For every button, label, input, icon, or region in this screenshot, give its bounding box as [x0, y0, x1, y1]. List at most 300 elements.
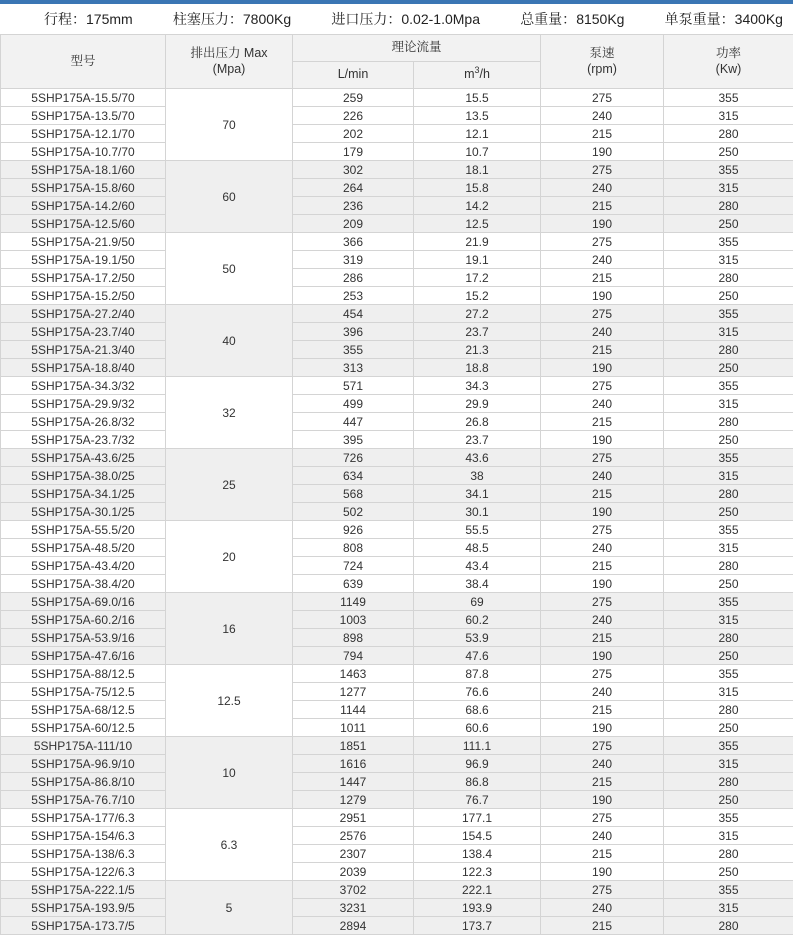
flow-m3h-cell: 69 — [414, 593, 541, 611]
pump-speed-cell: 190 — [541, 143, 664, 161]
table-row — [1, 899, 793, 917]
flow-m3h-cell: 122.3 — [414, 863, 541, 881]
table-row — [1, 395, 793, 413]
pump-speed-cell: 275 — [541, 881, 664, 899]
flow-lmin-cell: 302 — [293, 161, 414, 179]
flow-lmin-cell: 226 — [293, 107, 414, 125]
model-cell: 5SHP175A-15.2/50 — [1, 287, 166, 305]
power-cell: 280 — [664, 125, 793, 143]
flow-m3h-cell: 76.7 — [414, 791, 541, 809]
power-cell: 250 — [664, 791, 793, 809]
flow-m3h-cell: 193.9 — [414, 899, 541, 917]
power-cell: 315 — [664, 467, 793, 485]
pump-speed-cell: 275 — [541, 305, 664, 323]
power-cell: 280 — [664, 845, 793, 863]
power-cell: 280 — [664, 197, 793, 215]
power-cell: 315 — [664, 755, 793, 773]
pump-speed-cell: 240 — [541, 251, 664, 269]
table-row — [1, 197, 793, 215]
power-cell: 250 — [664, 863, 793, 881]
pump-speed-cell: 240 — [541, 755, 664, 773]
col-header-pump-speed — [541, 35, 664, 89]
flow-m3h-cell: 21.3 — [414, 341, 541, 359]
model-cell: 5SHP175A-53.9/16 — [1, 629, 166, 647]
table-row — [1, 377, 793, 395]
table-body — [1, 89, 793, 935]
flow-lmin-cell: 639 — [293, 575, 414, 593]
table-row — [1, 647, 793, 665]
table-row — [1, 683, 793, 701]
model-cell: 5SHP175A-47.6/16 — [1, 647, 166, 665]
col-header-model: 型号 — [1, 35, 166, 89]
flow-lmin-cell: 808 — [293, 539, 414, 557]
power-cell: 250 — [664, 575, 793, 593]
model-cell: 5SHP175A-173.7/5 — [1, 917, 166, 935]
table-row — [1, 737, 793, 755]
spec-label: 柱塞压力： — [172, 11, 243, 27]
flow-lmin-cell: 568 — [293, 485, 414, 503]
pump-speed-cell: 240 — [541, 323, 664, 341]
model-cell: 5SHP175A-111/10 — [1, 737, 166, 755]
model-cell: 5SHP175A-222.1/5 — [1, 881, 166, 899]
pump-speed-cell: 215 — [541, 629, 664, 647]
model-cell: 5SHP175A-138/6.3 — [1, 845, 166, 863]
flow-lmin-cell: 209 — [293, 215, 414, 233]
power-cell: 355 — [664, 233, 793, 251]
col-header-power-line1: 功率 — [716, 45, 742, 60]
model-cell: 5SHP175A-23.7/40 — [1, 323, 166, 341]
pump-speed-cell: 240 — [541, 395, 664, 413]
model-cell: 5SHP175A-88/12.5 — [1, 665, 166, 683]
flow-m3h-cell: 12.1 — [414, 125, 541, 143]
flow-m3h-cell: 60.2 — [414, 611, 541, 629]
spec-label: 单泵重量： — [664, 11, 735, 27]
m3h-superscript: 3 — [474, 65, 480, 76]
power-cell: 280 — [664, 269, 793, 287]
flow-m3h-cell: 26.8 — [414, 413, 541, 431]
flow-lmin-cell: 395 — [293, 431, 414, 449]
discharge-pressure-cell: 25 — [166, 449, 293, 521]
pump-speed-cell: 240 — [541, 467, 664, 485]
power-cell: 280 — [664, 701, 793, 719]
flow-m3h-cell: 38.4 — [414, 575, 541, 593]
power-cell: 315 — [664, 827, 793, 845]
power-cell: 250 — [664, 359, 793, 377]
table-row — [1, 251, 793, 269]
spec-bar — [0, 4, 793, 34]
table-row — [1, 611, 793, 629]
pump-speed-cell: 215 — [541, 917, 664, 935]
pump-speed-cell: 275 — [541, 737, 664, 755]
model-cell: 5SHP175A-193.9/5 — [1, 899, 166, 917]
power-cell: 355 — [664, 809, 793, 827]
pump-speed-cell: 190 — [541, 215, 664, 233]
flow-m3h-cell: 60.6 — [414, 719, 541, 737]
flow-lmin-cell: 634 — [293, 467, 414, 485]
flow-lmin-cell: 1463 — [293, 665, 414, 683]
col-header-power-line2: (Kw) — [715, 61, 742, 76]
flow-m3h-cell: 47.6 — [414, 647, 541, 665]
col-header-pump-speed-line2: (rpm) — [587, 61, 617, 76]
flow-lmin-cell: 355 — [293, 341, 414, 359]
flow-m3h-cell: 15.2 — [414, 287, 541, 305]
flow-m3h-cell: 111.1 — [414, 737, 541, 755]
flow-m3h-cell: 27.2 — [414, 305, 541, 323]
spec-value: 175mm — [86, 11, 133, 27]
table-row — [1, 431, 793, 449]
power-cell: 355 — [664, 377, 793, 395]
power-cell: 280 — [664, 485, 793, 503]
model-cell: 5SHP175A-177/6.3 — [1, 809, 166, 827]
flow-lmin-cell: 396 — [293, 323, 414, 341]
flow-lmin-cell: 1011 — [293, 719, 414, 737]
power-cell: 280 — [664, 629, 793, 647]
flow-m3h-cell: 15.8 — [414, 179, 541, 197]
power-cell: 355 — [664, 737, 793, 755]
power-cell: 315 — [664, 683, 793, 701]
power-cell: 250 — [664, 287, 793, 305]
pump-speed-cell: 215 — [541, 773, 664, 791]
flow-m3h-cell: 38 — [414, 467, 541, 485]
model-cell: 5SHP175A-29.9/32 — [1, 395, 166, 413]
flow-lmin-cell: 313 — [293, 359, 414, 377]
flow-lmin-cell: 794 — [293, 647, 414, 665]
pump-speed-cell: 215 — [541, 557, 664, 575]
power-cell: 355 — [664, 161, 793, 179]
flow-m3h-cell: 17.2 — [414, 269, 541, 287]
flow-m3h-cell: 15.5 — [414, 89, 541, 107]
flow-m3h-cell: 222.1 — [414, 881, 541, 899]
power-cell: 315 — [664, 107, 793, 125]
flow-lmin-cell: 724 — [293, 557, 414, 575]
table-row — [1, 359, 793, 377]
flow-lmin-cell: 1851 — [293, 737, 414, 755]
flow-lmin-cell: 2039 — [293, 863, 414, 881]
flow-lmin-cell: 202 — [293, 125, 414, 143]
pump-speed-cell: 190 — [541, 359, 664, 377]
m3h-base: m — [464, 67, 475, 82]
model-cell: 5SHP175A-15.5/70 — [1, 89, 166, 107]
pump-speed-cell: 215 — [541, 341, 664, 359]
flow-lmin-cell: 286 — [293, 269, 414, 287]
flow-m3h-cell: 10.7 — [414, 143, 541, 161]
discharge-pressure-cell: 6.3 — [166, 809, 293, 881]
table-row — [1, 107, 793, 125]
flow-lmin-cell: 1149 — [293, 593, 414, 611]
table-row — [1, 881, 793, 899]
flow-lmin-cell: 3231 — [293, 899, 414, 917]
flow-m3h-cell: 30.1 — [414, 503, 541, 521]
flow-lmin-cell: 898 — [293, 629, 414, 647]
table-row — [1, 521, 793, 539]
flow-lmin-cell: 366 — [293, 233, 414, 251]
flow-m3h-cell: 12.5 — [414, 215, 541, 233]
table-row — [1, 323, 793, 341]
model-cell: 5SHP175A-19.1/50 — [1, 251, 166, 269]
power-cell: 355 — [664, 521, 793, 539]
power-cell: 315 — [664, 539, 793, 557]
spec-item-total-weight — [520, 9, 624, 29]
flow-lmin-cell: 2576 — [293, 827, 414, 845]
table-row — [1, 755, 793, 773]
pump-speed-cell: 240 — [541, 611, 664, 629]
table-row — [1, 89, 793, 107]
model-cell: 5SHP175A-154/6.3 — [1, 827, 166, 845]
pump-speed-cell: 275 — [541, 161, 664, 179]
pump-speed-cell: 190 — [541, 791, 664, 809]
flow-lmin-cell: 2951 — [293, 809, 414, 827]
flow-m3h-cell: 19.1 — [414, 251, 541, 269]
flow-m3h-cell: 43.4 — [414, 557, 541, 575]
pump-speed-cell: 275 — [541, 521, 664, 539]
flow-m3h-cell: 68.6 — [414, 701, 541, 719]
table-row — [1, 719, 793, 737]
table-row — [1, 845, 793, 863]
table-row — [1, 773, 793, 791]
power-cell: 250 — [664, 503, 793, 521]
pump-speed-cell: 215 — [541, 845, 664, 863]
table-row — [1, 413, 793, 431]
spec-value: 0.02-1.0Mpa — [401, 11, 480, 27]
spec-label: 进口压力： — [331, 11, 402, 27]
model-cell: 5SHP175A-17.2/50 — [1, 269, 166, 287]
pump-speed-cell: 215 — [541, 197, 664, 215]
model-cell: 5SHP175A-27.2/40 — [1, 305, 166, 323]
flow-m3h-cell: 21.9 — [414, 233, 541, 251]
flow-lmin-cell: 2894 — [293, 917, 414, 935]
discharge-pressure-cell: 60 — [166, 161, 293, 233]
flow-lmin-cell: 1616 — [293, 755, 414, 773]
model-cell: 5SHP175A-18.1/60 — [1, 161, 166, 179]
table-row — [1, 161, 793, 179]
pump-speed-cell: 275 — [541, 809, 664, 827]
flow-lmin-cell: 253 — [293, 287, 414, 305]
pump-speed-cell: 215 — [541, 269, 664, 287]
pump-speed-cell: 190 — [541, 431, 664, 449]
flow-lmin-cell: 926 — [293, 521, 414, 539]
flow-m3h-cell: 86.8 — [414, 773, 541, 791]
flow-lmin-cell: 499 — [293, 395, 414, 413]
flow-lmin-cell: 502 — [293, 503, 414, 521]
power-cell: 250 — [664, 215, 793, 233]
pump-speed-cell: 240 — [541, 107, 664, 125]
model-cell: 5SHP175A-26.8/32 — [1, 413, 166, 431]
table-row — [1, 575, 793, 593]
pump-speed-cell: 275 — [541, 593, 664, 611]
power-cell: 280 — [664, 773, 793, 791]
spec-item-stroke — [44, 9, 133, 29]
power-cell: 355 — [664, 89, 793, 107]
flow-m3h-cell: 43.6 — [414, 449, 541, 467]
spec-item-inlet-pressure — [331, 9, 480, 29]
pump-speed-cell: 275 — [541, 89, 664, 107]
power-cell: 280 — [664, 413, 793, 431]
table-row — [1, 485, 793, 503]
table-row — [1, 917, 793, 935]
pump-speed-cell: 215 — [541, 125, 664, 143]
model-cell: 5SHP175A-15.8/60 — [1, 179, 166, 197]
flow-m3h-cell: 18.8 — [414, 359, 541, 377]
pump-speed-cell: 190 — [541, 863, 664, 881]
col-header-pump-speed-line1: 泵速 — [589, 45, 615, 60]
table-row — [1, 287, 793, 305]
spec-item-pump-weight — [665, 9, 783, 29]
flow-m3h-cell: 87.8 — [414, 665, 541, 683]
discharge-pressure-cell: 40 — [166, 305, 293, 377]
spec-value: 8150Kg — [576, 11, 625, 27]
flow-lmin-cell: 319 — [293, 251, 414, 269]
flow-m3h-cell: 23.7 — [414, 323, 541, 341]
spec-item-plunger-force — [173, 9, 291, 29]
col-header-m3h — [414, 62, 541, 89]
model-cell: 5SHP175A-38.4/20 — [1, 575, 166, 593]
flow-m3h-cell: 14.2 — [414, 197, 541, 215]
discharge-pressure-cell: 16 — [166, 593, 293, 665]
col-header-lmin: L/min — [293, 62, 414, 89]
pump-speed-cell: 215 — [541, 485, 664, 503]
table-row — [1, 539, 793, 557]
table-row — [1, 215, 793, 233]
table-row — [1, 233, 793, 251]
table-row — [1, 125, 793, 143]
model-cell: 5SHP175A-60/12.5 — [1, 719, 166, 737]
flow-lmin-cell: 571 — [293, 377, 414, 395]
table-row — [1, 503, 793, 521]
model-cell: 5SHP175A-14.2/60 — [1, 197, 166, 215]
pump-speed-cell: 190 — [541, 287, 664, 305]
pump-speed-cell: 275 — [541, 449, 664, 467]
flow-lmin-cell: 236 — [293, 197, 414, 215]
power-cell: 280 — [664, 557, 793, 575]
table-row — [1, 809, 793, 827]
discharge-pressure-cell: 70 — [166, 89, 293, 161]
flow-lmin-cell: 1277 — [293, 683, 414, 701]
power-cell: 355 — [664, 881, 793, 899]
table-row — [1, 863, 793, 881]
flow-m3h-cell: 138.4 — [414, 845, 541, 863]
flow-m3h-cell: 34.1 — [414, 485, 541, 503]
model-cell: 5SHP175A-21.3/40 — [1, 341, 166, 359]
power-cell: 250 — [664, 647, 793, 665]
model-cell: 5SHP175A-12.1/70 — [1, 125, 166, 143]
power-cell: 315 — [664, 251, 793, 269]
spec-value: 3400Kg — [734, 11, 783, 27]
pump-speed-cell: 190 — [541, 719, 664, 737]
flow-lmin-cell: 2307 — [293, 845, 414, 863]
flow-lmin-cell: 264 — [293, 179, 414, 197]
model-cell: 5SHP175A-13.5/70 — [1, 107, 166, 125]
model-cell: 5SHP175A-30.1/25 — [1, 503, 166, 521]
flow-lmin-cell: 1279 — [293, 791, 414, 809]
discharge-pressure-cell: 5 — [166, 881, 293, 935]
flow-m3h-cell: 173.7 — [414, 917, 541, 935]
model-cell: 5SHP175A-38.0/25 — [1, 467, 166, 485]
flow-m3h-cell: 53.9 — [414, 629, 541, 647]
pump-spec-table — [0, 34, 793, 935]
flow-m3h-cell: 96.9 — [414, 755, 541, 773]
power-cell: 315 — [664, 179, 793, 197]
flow-m3h-cell: 18.1 — [414, 161, 541, 179]
power-cell: 355 — [664, 665, 793, 683]
model-cell: 5SHP175A-68/12.5 — [1, 701, 166, 719]
pump-speed-cell: 240 — [541, 683, 664, 701]
table-row — [1, 449, 793, 467]
pump-speed-cell: 275 — [541, 233, 664, 251]
power-cell: 250 — [664, 719, 793, 737]
header-row-1 — [1, 35, 793, 62]
table-row — [1, 791, 793, 809]
power-cell: 250 — [664, 431, 793, 449]
pump-speed-cell: 215 — [541, 701, 664, 719]
pump-speed-cell: 240 — [541, 827, 664, 845]
flow-lmin-cell: 179 — [293, 143, 414, 161]
model-cell: 5SHP175A-23.7/32 — [1, 431, 166, 449]
flow-m3h-cell: 48.5 — [414, 539, 541, 557]
table-row — [1, 179, 793, 197]
spec-value: 7800Kg — [242, 11, 292, 27]
power-cell: 355 — [664, 305, 793, 323]
model-cell: 5SHP175A-43.4/20 — [1, 557, 166, 575]
discharge-pressure-cell: 12.5 — [166, 665, 293, 737]
model-cell: 5SHP175A-69.0/16 — [1, 593, 166, 611]
power-cell: 315 — [664, 611, 793, 629]
model-cell: 5SHP175A-48.5/20 — [1, 539, 166, 557]
pump-speed-cell: 240 — [541, 899, 664, 917]
table-header — [1, 35, 793, 89]
table-row — [1, 467, 793, 485]
col-header-theoretical-flow: 理论流量 — [293, 35, 541, 62]
model-cell: 5SHP175A-86.8/10 — [1, 773, 166, 791]
power-cell: 355 — [664, 449, 793, 467]
flow-lmin-cell: 3702 — [293, 881, 414, 899]
power-cell: 315 — [664, 323, 793, 341]
model-cell: 5SHP175A-43.6/25 — [1, 449, 166, 467]
pump-speed-cell: 275 — [541, 377, 664, 395]
model-cell: 5SHP175A-55.5/20 — [1, 521, 166, 539]
spec-label: 行程： — [44, 11, 86, 27]
flow-lmin-cell: 259 — [293, 89, 414, 107]
pump-speed-cell: 215 — [541, 413, 664, 431]
discharge-pressure-cell: 20 — [166, 521, 293, 593]
col-header-power — [664, 35, 793, 89]
power-cell: 250 — [664, 143, 793, 161]
model-cell: 5SHP175A-34.1/25 — [1, 485, 166, 503]
table-row — [1, 305, 793, 323]
pump-speed-cell: 190 — [541, 503, 664, 521]
flow-m3h-cell: 76.6 — [414, 683, 541, 701]
table-row — [1, 341, 793, 359]
flow-m3h-cell: 55.5 — [414, 521, 541, 539]
model-cell: 5SHP175A-21.9/50 — [1, 233, 166, 251]
table-row — [1, 629, 793, 647]
flow-lmin-cell: 454 — [293, 305, 414, 323]
flow-lmin-cell: 447 — [293, 413, 414, 431]
power-cell: 315 — [664, 899, 793, 917]
table-row — [1, 701, 793, 719]
m3h-rest: /h — [479, 67, 490, 82]
flow-lmin-cell: 726 — [293, 449, 414, 467]
power-cell: 280 — [664, 917, 793, 935]
power-cell: 280 — [664, 341, 793, 359]
pump-speed-cell: 240 — [541, 179, 664, 197]
discharge-pressure-cell: 10 — [166, 737, 293, 809]
flow-lmin-cell: 1447 — [293, 773, 414, 791]
model-cell: 5SHP175A-34.3/32 — [1, 377, 166, 395]
flow-lmin-cell: 1144 — [293, 701, 414, 719]
col-header-discharge-pressure-line1: 排出压力 Max — [190, 45, 268, 60]
discharge-pressure-cell: 32 — [166, 377, 293, 449]
power-cell: 355 — [664, 593, 793, 611]
